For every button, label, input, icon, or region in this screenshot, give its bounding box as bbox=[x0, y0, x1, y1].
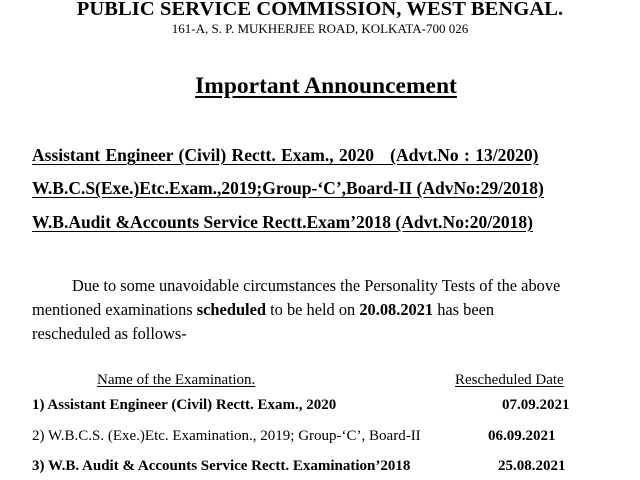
notice-original-date: 20.08.2021 bbox=[359, 300, 434, 319]
notice-text: to be held on bbox=[266, 300, 360, 319]
notice-line-1: Due to some unavoidable circumstances the Personality Tests of the above bbox=[72, 276, 561, 295]
schedule-row-name: 3) W.B. Audit & Accounts Service Rectt. Examination’2018 bbox=[32, 458, 411, 474]
exam-title-1: Assistant Engineer (Civil) Rectt. Exam., 2020 (Advt.No : 13/2020) bbox=[32, 145, 539, 165]
organization-name: PUBLIC SERVICE COMMISSION, WEST BENGAL. bbox=[76, 0, 564, 20]
schedule-row-date: 07.09.2021 bbox=[502, 397, 570, 413]
notice-line-2 bbox=[32, 300, 494, 320]
schedule-row-date: 25.08.2021 bbox=[498, 458, 566, 474]
notice-text: has been bbox=[433, 300, 495, 319]
notice-text: mentioned examinations bbox=[32, 300, 197, 319]
column-header-rescheduled-date: Rescheduled Date bbox=[455, 372, 564, 388]
notice-line-3: rescheduled as follows- bbox=[32, 324, 187, 343]
exam-title-3: W.B.Audit &Accounts Service Rectt.Exam’2018 (Advt.No:20/2018) bbox=[32, 212, 533, 232]
column-header-exam-name: Name of the Examination. bbox=[97, 372, 256, 388]
schedule-row-name: 2) W.B.C.S. (Exe.)Etc. Examination., 2019; Group-‘C’, Board-II bbox=[32, 428, 421, 444]
page-title: Important Announcement bbox=[195, 73, 457, 99]
schedule-row-date: 06.09.2021 bbox=[488, 428, 556, 444]
schedule-row-name: 1) Assistant Engineer (Civil) Rectt. Exam., 2020 bbox=[32, 397, 337, 413]
organization-address: 161-A, S. P. MUKHERJEE ROAD, KOLKATA-700 026 bbox=[171, 21, 469, 36]
notice-scheduled: scheduled bbox=[196, 300, 267, 319]
exam-title-2: W.B.C.S(Exe.)Etc.Exam.,2019;Group-‘C’,Board-II (AdvNo:29/2018) bbox=[32, 178, 544, 198]
